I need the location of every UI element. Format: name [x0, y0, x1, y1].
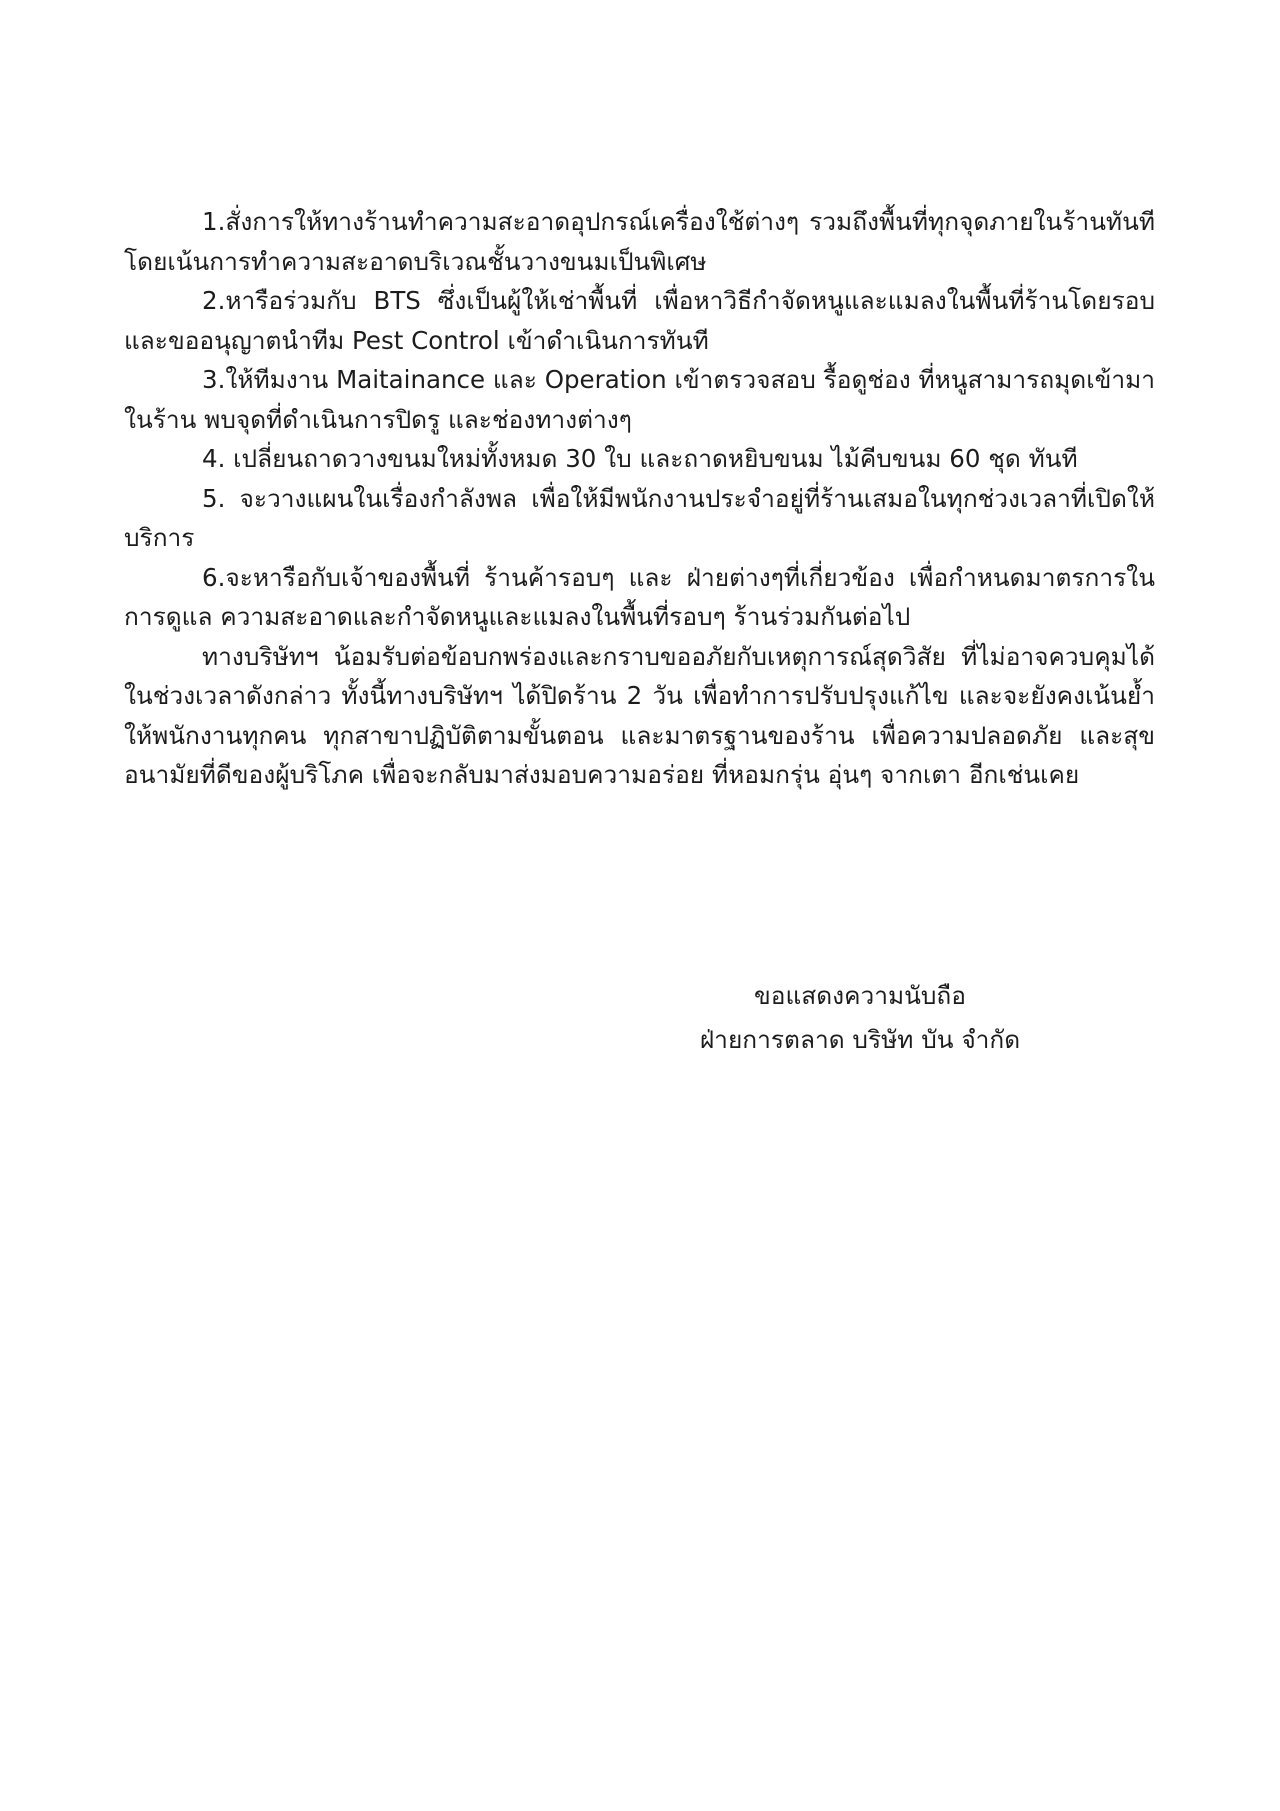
apology-paragraph: ทางบริษัทฯ น้อมรับต่อข้อบกพร่องและกราบขออภัยกับเหตุการณ์สุดวิสัย ที่ไม่อาจควบคุมได้ในช่วงเวลาดังกล่าว ทั้งนี้ทางบริษัทฯ ได้ปิดร้าน 2 วัน เพื่อทำการปรับปรุงแก้ไข และจะยังคงเน้นย้ำให้พนักงานทุกคน ทุกสาขาปฏิบัติตามขั้นตอน และมาตรฐานของร้าน เพื่อความปลอดภัย และสุขอนามัยที่ดีของผู้บริโภค เพื่อจะกลับมาส่งมอบความอร่อย ที่หอมกรุ่น อุ่นๆ จากเตา อีกเช่นเคย: [124, 641, 1155, 789]
measure-item-2: 2.หารือร่วมกับ BTS ซึ่งเป็นผู้ให้เช่าพื้นที่ เพื่อหาวิธีกำจัดหนูและแมลงในพื้นที่ร้านโดยรอบ และขออนุญาตนำทีม Pest Control เข้าดำเนินการทันที: [124, 286, 1155, 355]
measure-item-4: 4. เปลี่ยนถาดวางขนมใหม่ทั้งหมด 30 ใบ และถาดหยิบขนม ไม้คีบขนม 60 ชุด ทันที: [202, 444, 1078, 473]
letter-closing: [580, 974, 1140, 1062]
measure-item-1: 1.สั่งการให้ทางร้านทำความสะอาดอุปกรณ์เครื่องใช้ต่างๆ รวมถึงพื้นที่ทุกจุดภายในร้านทันที โดยเน้นการทำความสะอาดบริเวณชั้นวางขนมเป็นพิเศษ: [124, 207, 1155, 276]
measure-item-3: 3.ให้ทีมงาน Maitainance และ Operation เข้าตรวจสอบ รื้อดูช่อง ที่หนูสามารถมุดเข้ามาในร้าน พบจุดที่ดำเนินการปิดรู และช่องทางต่างๆ: [124, 365, 1155, 434]
letter-body: [124, 202, 1155, 795]
measure-item-6: 6.จะหารือกับเจ้าของพื้นที่ ร้านค้ารอบๆ และ ฝ่ายต่างๆที่เกี่ยวข้อง เพื่อกำหนดมาตรการในการดูแล ความสะอาดและกำจัดหนูและแมลงในพื้นที่รอบๆ ร้านร่วมกันต่อไป: [124, 562, 1155, 631]
closing-salutation: ขอแสดงความนับถือ: [754, 981, 966, 1010]
closing-signatory: ฝ่ายการตลาด บริษัท บัน จำกัด: [699, 1025, 1021, 1054]
measure-item-5: 5. จะวางแผนในเรื่องกำลังพล เพื่อให้มีพนักงานประจำอยู่ที่ร้านเสมอในทุกช่วงเวลาที่เปิดให้บริการ: [124, 483, 1155, 552]
